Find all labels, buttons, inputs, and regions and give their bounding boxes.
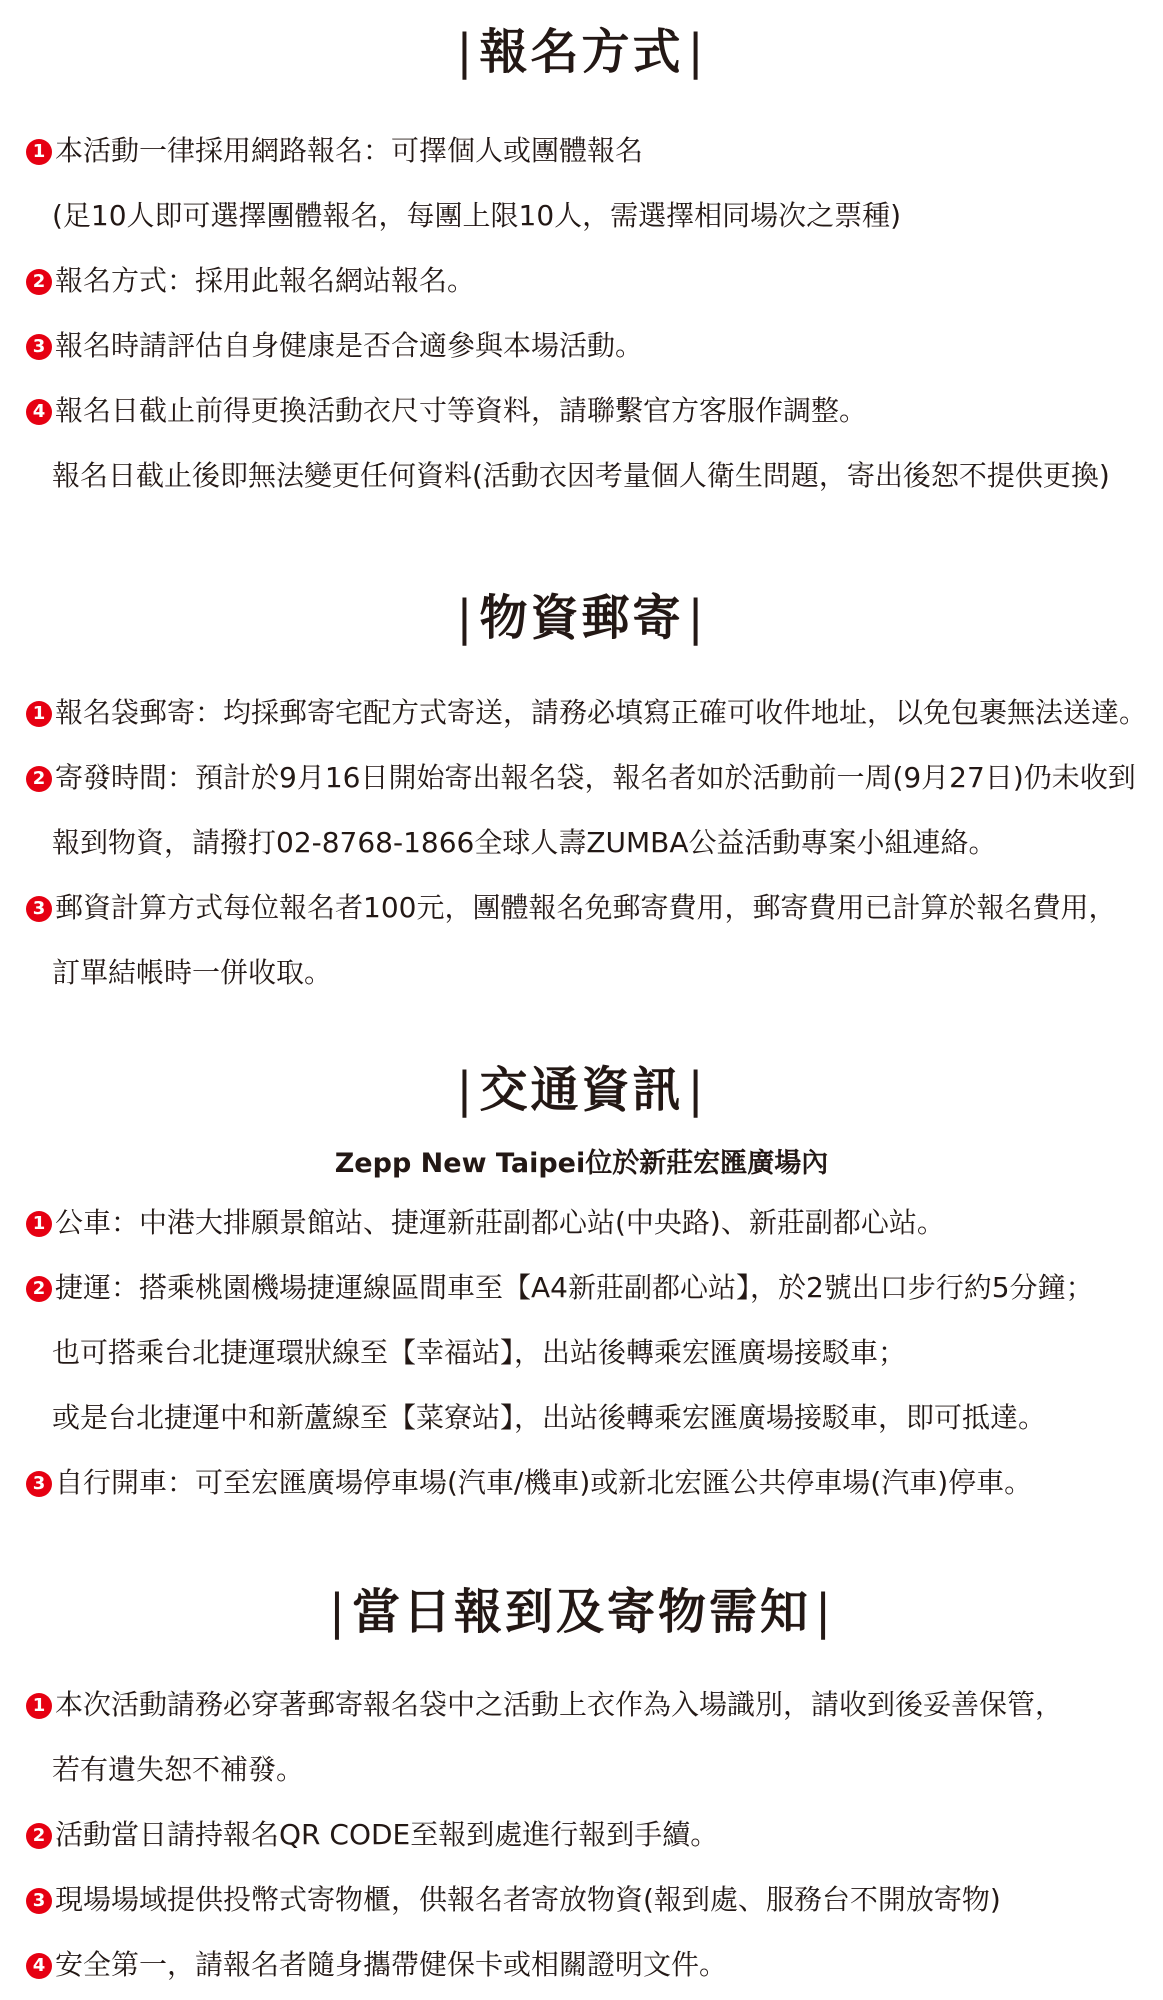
list-item-text: 郵資計算方式每位報名者100元，團體報名免郵寄費用，郵寄費用已計算於報名費用， [55,891,1117,924]
section-title-registration: |報名方式| [456,24,707,80]
list-item [52,956,1163,990]
number-badge: 2 [26,1276,52,1302]
number-badge: 3 [26,334,52,360]
list-item [26,1688,1156,1722]
list-item [52,826,1163,860]
list-item-text: 報名日截止前得更換活動衣尺寸等資料，請聯繫官方客服作調整。 [55,394,868,427]
list-item [52,1401,1163,1435]
list-item [26,264,1156,298]
number-badge: 2 [26,269,52,295]
list-item [26,696,1156,730]
list-item-text: 報名袋郵寄：均採郵寄宅配方式寄送，請務必填寫正確可收件地址，以免包裹無法送達。 [55,696,1148,729]
list-item [26,891,1156,925]
list-item-text: 報名方式：採用此報名網站報名。 [55,264,476,297]
list-item [26,1948,1156,1982]
list-item-text: 報名時請評估自身健康是否合適參與本場活動。 [55,329,644,362]
list-item [26,1271,1156,1305]
list-item-text: 本次活動請務必穿著郵寄報名袋中之活動上衣作為入場識別，請收到後妥善保管， [55,1688,1064,1721]
section-title-shipping: |物資郵寄| [456,590,707,646]
section-title-transport: |交通資訊| [456,1062,707,1118]
section-title-text: 報名方式 [479,24,684,80]
number-badge: 2 [26,1823,52,1849]
list-item [26,1466,1156,1500]
list-item [26,761,1156,795]
list-item [26,329,1156,363]
list-item [26,134,1156,168]
list-item [52,1753,1163,1787]
section-title-text: 物資郵寄 [479,590,684,646]
list-item-text: 報到物資，請撥打02-8768-1866全球人壽ZUMBA公益活動專案小組連絡。 [52,826,997,859]
list-item-text: 公車：中港大排願景館站、捷運新莊副都心站(中央路)、新莊副都心站。 [55,1206,945,1239]
list-item-text: 現場場域提供投幣式寄物櫃，供報名者寄放物資(報到處、服務台不開放寄物) [55,1883,1001,1916]
list-item-text: 或是台北捷運中和新蘆線至【菜寮站】，出站後轉乘宏匯廣場接駁車，即可抵達。 [52,1401,1047,1434]
number-badge: 1 [26,701,52,727]
list-item [26,1206,1156,1240]
number-badge: 1 [26,1211,52,1237]
venue-subtitle: Zepp New Taipei位於新莊宏匯廣場內 [334,1148,829,1179]
list-item [26,1818,1156,1852]
list-item-text: 訂單結帳時一併收取。 [52,956,333,989]
number-badge: 2 [26,766,52,792]
number-badge: 1 [26,1693,52,1719]
list-item-text: 安全第一，請報名者隨身攜帶健保卡或相關證明文件。 [55,1948,728,1981]
number-badge: 4 [26,1953,52,1979]
list-item [52,1336,1163,1370]
number-badge: 3 [26,896,52,922]
list-item-text: 自行開車：可至宏匯廣場停車場(汽車/機車)或新北宏匯公共停車場(汽車)停車。 [55,1466,1033,1499]
list-item-text: (足10人即可選擇團體報名，每團上限10人，需選擇相同場次之票種) [52,199,902,232]
list-item-text: 本活動一律採用網路報名：可擇個人或團體報名 [55,134,644,167]
list-item [52,459,1163,493]
section-title-text: 交通資訊 [479,1062,684,1118]
list-item [26,1883,1156,1917]
list-item [52,199,1163,233]
list-item [26,394,1156,428]
number-badge: 3 [26,1888,52,1914]
section-title-checkin: |當日報到及寄物需知| [328,1584,835,1640]
list-item-text: 捷運：搭乘桃園機場捷運線區間車至【A4新莊副都心站】，於2號出口步行約5分鐘； [55,1271,1094,1304]
number-badge: 4 [26,399,52,425]
list-item-text: 活動當日請持報名QR CODE至報到處進行報到手續。 [55,1818,719,1851]
number-badge: 1 [26,139,52,165]
number-badge: 3 [26,1471,52,1497]
list-item-text: 報名日截止後即無法變更任何資料(活動衣因考量個人衛生問題，寄出後恕不提供更換) [52,459,1110,492]
section-title-text: 當日報到及寄物需知 [351,1584,811,1640]
list-item-text: 若有遺失恕不補發。 [52,1753,305,1786]
list-item-text: 也可搭乘台北捷運環狀線至【幸福站】，出站後轉乘宏匯廣場接駁車； [52,1336,907,1369]
list-item-text: 寄發時間：預計於9月16日開始寄出報名袋，報名者如於活動前一周(9月27日)仍未收到 [55,761,1136,794]
